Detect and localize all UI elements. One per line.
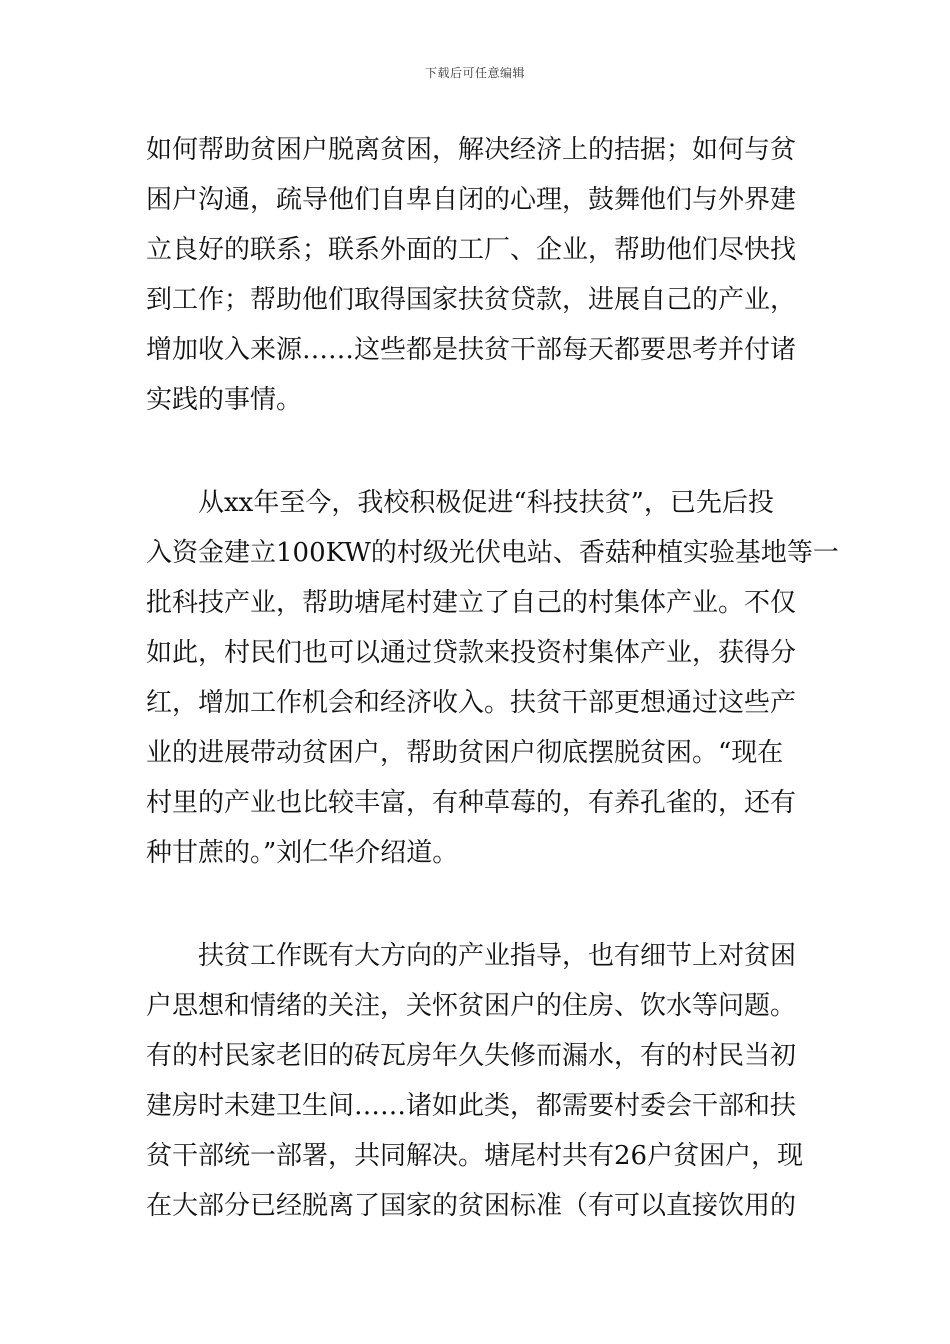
text-line: 立良好的联系；联系外面的工厂、企业，帮助他们尽快找: [146, 235, 797, 265]
text-line: 增加收入来源……这些都是扶贫干部每天都要思考并付诸: [146, 335, 797, 365]
text-line: 从xx年至今，我校积极促进“科技扶贫”，已先后投: [146, 488, 774, 518]
text-line: 实践的事情。: [146, 385, 303, 415]
paragraph-2: [146, 478, 839, 878]
paragraph-1: [146, 125, 811, 425]
text-line: 有的村民家老旧的砖瓦房年久失修而漏水，有的村民当初: [146, 1041, 797, 1071]
text-line: 建房时未建卫生间……诸如此类，都需要村委会干部和扶: [146, 1091, 797, 1121]
text-line: 批科技产业，帮助塘尾村建立了自己的村集体产业。不仅: [146, 588, 797, 618]
text-line: 村里的产业也比较丰富，有种草莓的，有养孔雀的，还有: [146, 788, 797, 818]
document-body: [146, 125, 839, 1231]
text-line: 贫干部统一部署，共同解决。塘尾村共有26户贫困户，现: [146, 1141, 804, 1171]
text-line: 扶贫工作既有大方向的产业指导，也有细节上对贫困: [146, 941, 797, 971]
text-line: 入资金建立100KW的村级光伏电站、香菇种植实验基地等一: [146, 538, 839, 568]
text-line: 红，增加工作机会和经济收入。扶贫干部更想通过这些产: [146, 688, 797, 718]
paragraph-spacer: [146, 878, 811, 931]
text-line: 种甘蔗的。”刘仁华介绍道。: [146, 838, 459, 868]
text-line: 到工作；帮助他们取得国家扶贫贷款，进展自己的产业，: [146, 285, 797, 315]
text-line: 如何帮助贫困户脱离贫困，解决经济上的拮据；如何与贫: [146, 135, 797, 165]
text-line: 业的进展带动贫困户，帮助贫困户彻底摆脱贫困。“现在: [146, 738, 784, 768]
text-line: 户思想和情绪的关注，关怀贫困户的住房、饮水等问题。: [146, 991, 797, 1021]
text-line: 如此，村民们也可以通过贷款来投资村集体产业，获得分: [146, 638, 797, 668]
text-line: 困户沟通，疏导他们自卑自闭的心理，鼓舞他们与外界建: [146, 185, 797, 215]
paragraph-3: [146, 931, 811, 1231]
text-line: 在大部分已经脱离了国家的贫困标准（有可以直接饮用的: [146, 1191, 797, 1221]
page-header-note: 下载后可任意编辑: [424, 66, 525, 80]
paragraph-spacer: [146, 425, 811, 478]
